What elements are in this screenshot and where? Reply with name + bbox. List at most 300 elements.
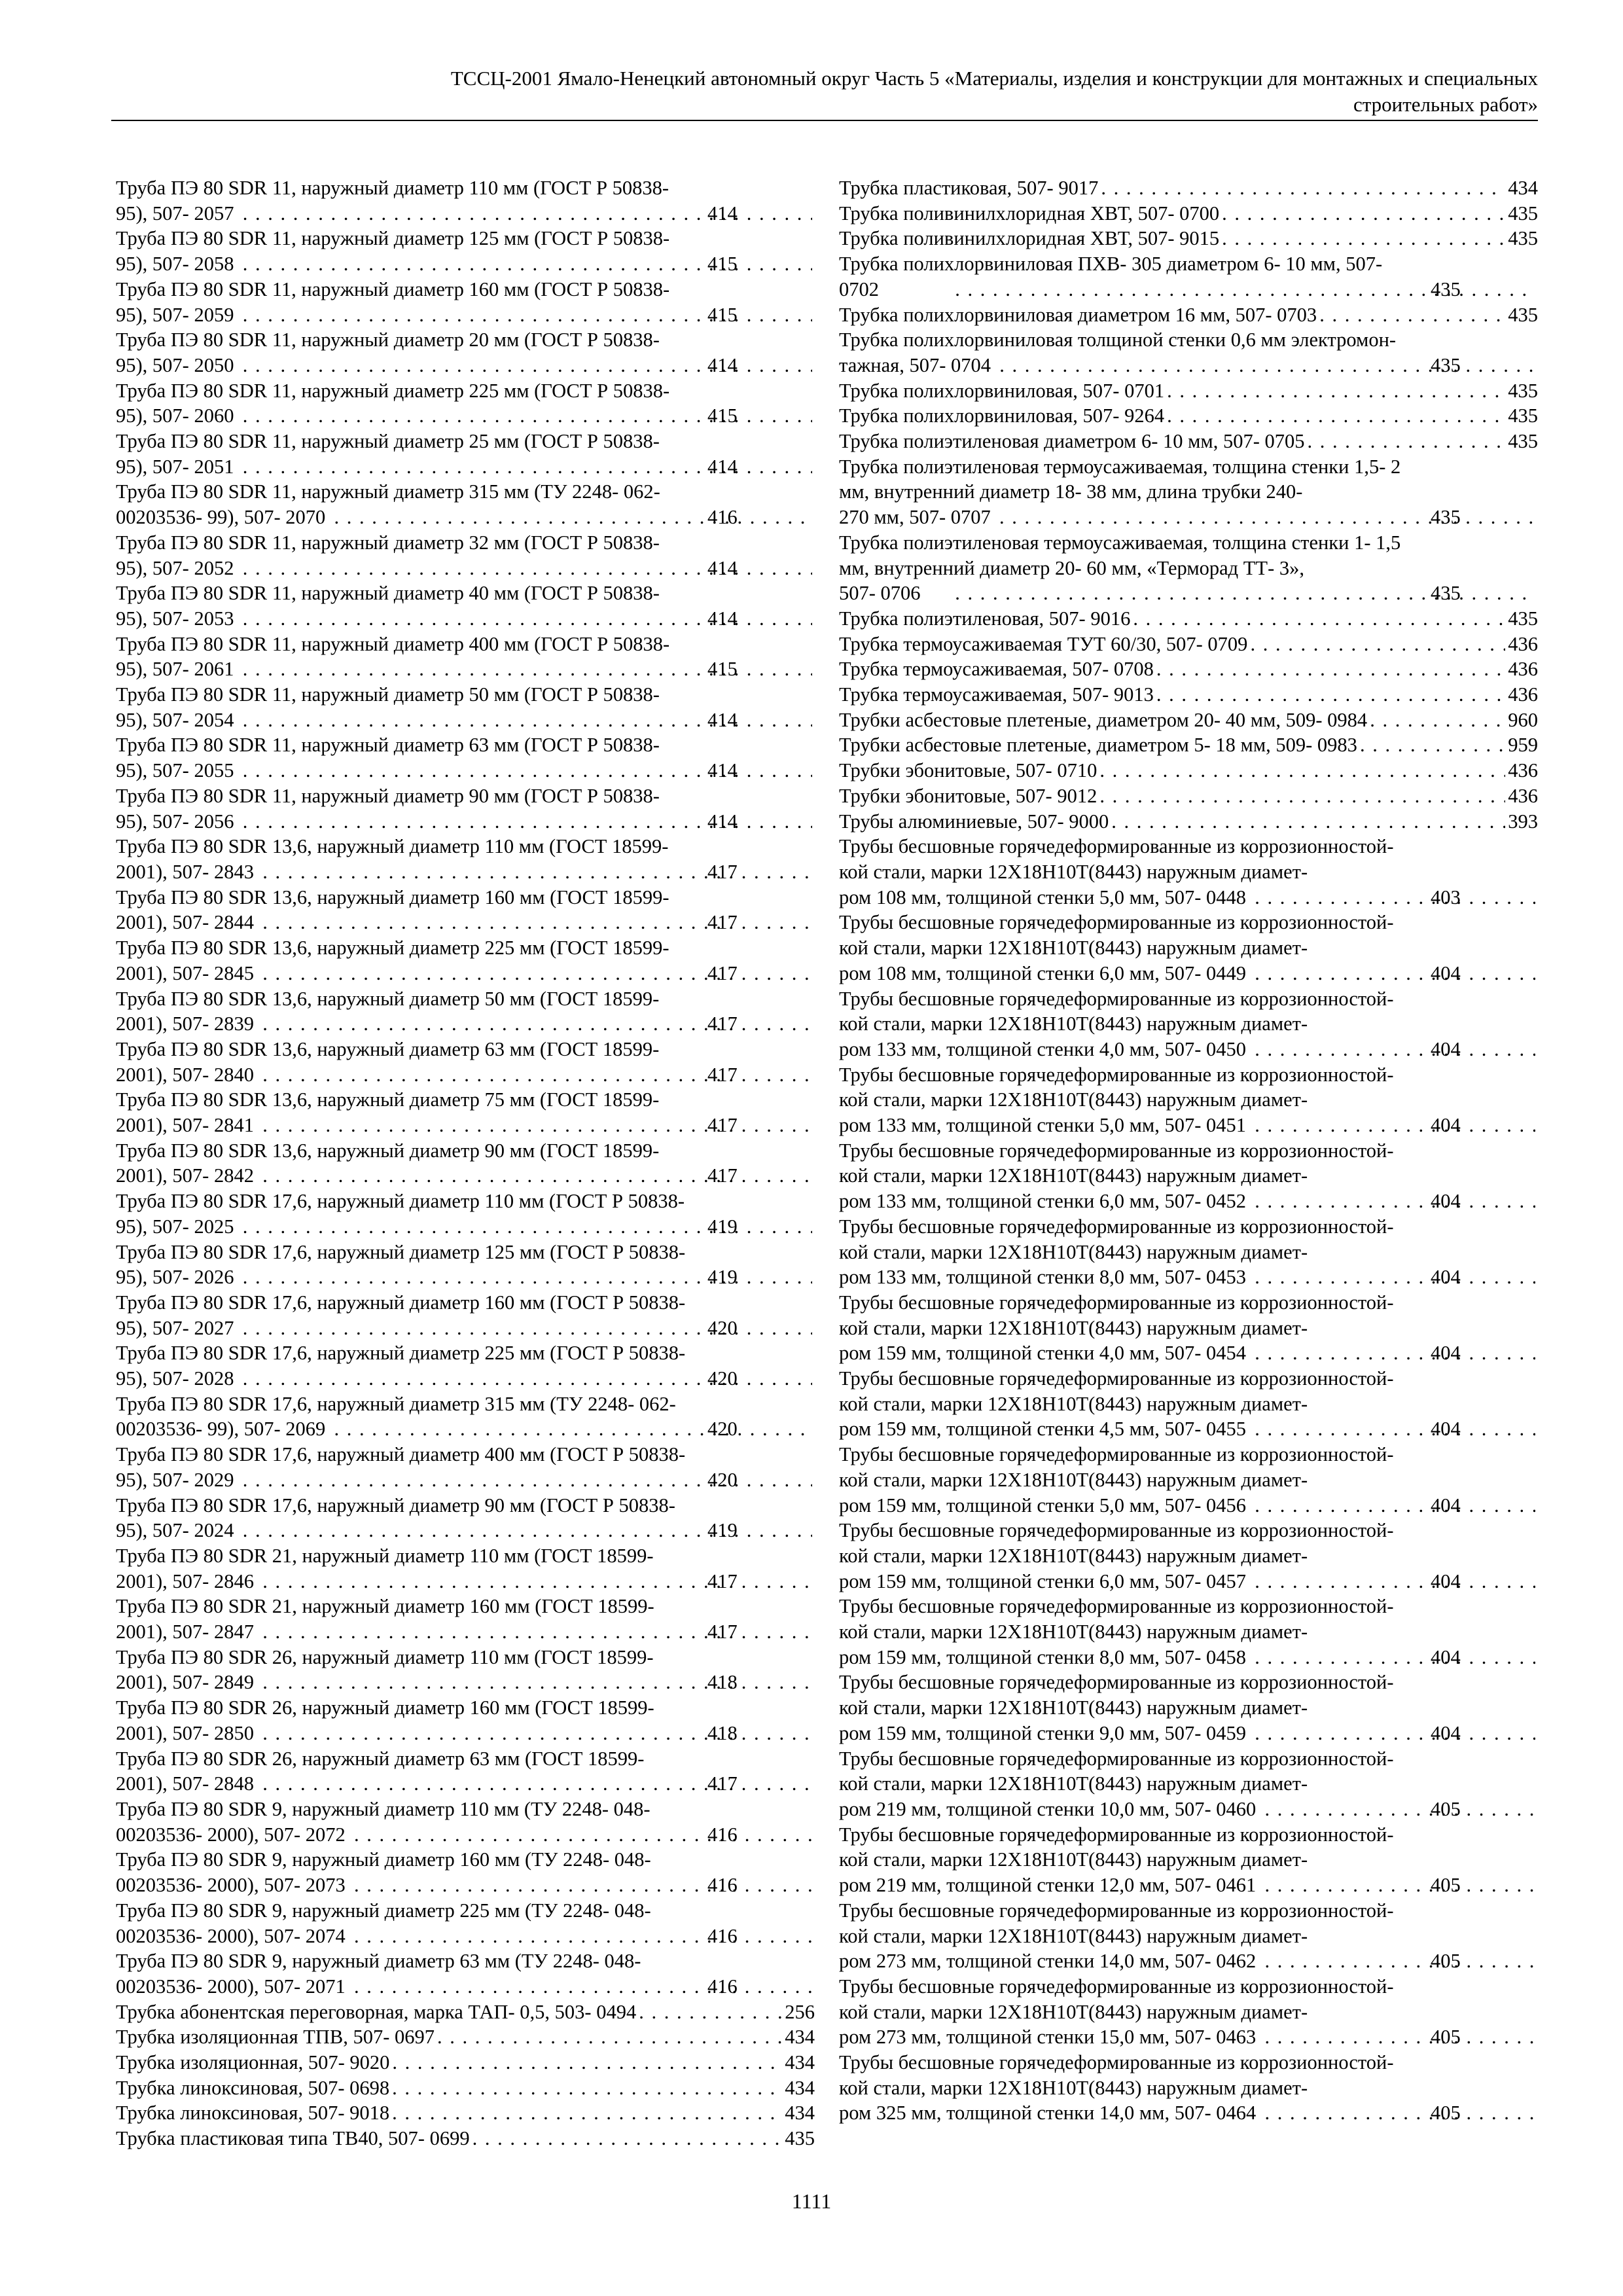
entry-text-line: Трубы бесшовные горячедеформированные из коррозионностой- [839, 1823, 1394, 1846]
index-entry [116, 2075, 815, 2101]
index-entry [116, 226, 815, 276]
dot-leader [1222, 201, 1505, 226]
index-entry [116, 732, 815, 783]
dot-leader [392, 2075, 782, 2101]
entry-last-line: 2001), 507- 2850 . . . 418 [223, 1721, 815, 1746]
dot-leader [1319, 302, 1505, 328]
dot-leader [1250, 632, 1505, 657]
dot-leader [1249, 1645, 1535, 1670]
entry-last-line: ром 325 мм, толщиной стенки 14,0 мм, 507- 0464 . . . 405 [946, 2100, 1538, 2126]
index-entry [839, 403, 1538, 429]
index-entry [116, 1087, 815, 1138]
entry-text-line: Труба ПЭ 80 SDR 11, наружный диаметр 20 мм (ГОСТ Р 50838- [116, 329, 660, 351]
entry-last-line [116, 2075, 815, 2101]
entry-text-line: 270 мм, 507- 0707 [839, 506, 991, 529]
dot-leader [1249, 1189, 1535, 1214]
entry-last-line: 95), 507- 2052 . . . 414 [223, 556, 815, 581]
entry-text-line: ром 273 мм, толщиной стенки 15,0 мм, 507- 0463 [839, 2026, 1257, 2049]
index-entry [116, 1340, 815, 1391]
entry-text-line: Труба ПЭ 80 SDR 21, наружный диаметр 160 мм (ГОСТ 18599- [116, 1595, 654, 1618]
entry-text-line: Труба ПЭ 80 SDR 13,6, наружный диаметр 160 мм (ГОСТ 18599- [116, 886, 669, 908]
entry-text-line: 95), 507- 2050 [116, 353, 234, 376]
entry-text-line: Труба ПЭ 80 SDR 13,6, наружный диаметр 75 мм (ГОСТ 18599- [116, 1088, 660, 1111]
dot-leader [1249, 1340, 1535, 1366]
index-entry [116, 378, 815, 429]
entry-last-line [839, 201, 1538, 226]
entry-text-line: 2001), 507- 2843 [116, 860, 254, 883]
entry-last-line [839, 732, 1538, 758]
entry-text-line: 2001), 507- 2849 [116, 1671, 254, 1694]
entry-text-line: Труба ПЭ 80 SDR 17,6, наружный диаметр 400 мм (ГОСТ Р 50838- [116, 1443, 686, 1466]
dot-leader [1249, 1721, 1535, 1746]
entry-last-line [839, 809, 1538, 834]
index-entry [839, 682, 1538, 708]
entry-text-line: Трубки асбестовые плетеные, диаметром 5- 18 мм, 509- 0983 [839, 734, 1357, 757]
entry-page-number: 436 [1508, 683, 1538, 706]
index-entry [116, 1847, 815, 1897]
entry-text-line: Труба ПЭ 80 SDR 21, наружный диаметр 110 мм (ГОСТ 18599- [116, 1544, 654, 1567]
dot-leader [1258, 1948, 1535, 1974]
entry-text-line: кой стали, марки 12Х18Н10Т(8443) наружным диамет- [839, 1621, 1308, 1643]
entry-text-line: Труба ПЭ 80 SDR 26, наружный диаметр 63 мм (ГОСТ 18599- [116, 1747, 645, 1770]
dot-leader [348, 1873, 812, 1898]
entry-text-line: Труба ПЭ 80 SDR 17,6, наружный диаметр 315 мм (ТУ 2248- 062- [116, 1392, 676, 1415]
dot-leader [1167, 403, 1505, 429]
entry-last-line: 00203536- 2000), 507- 2073 . . . 416 [223, 1873, 815, 1898]
entry-text-line: Трубка полихлорвиниловая, 507- 0701 [839, 379, 1165, 402]
entry-page-number: 435 [1508, 607, 1538, 630]
dot-leader [1249, 1037, 1535, 1062]
index-entry [116, 1189, 815, 1239]
entry-last-line [116, 2024, 815, 2050]
entry-text-line: ром 133 мм, толщиной стенки 4,0 мм, 507- 0450 [839, 1037, 1247, 1060]
index-entry [116, 1797, 815, 1847]
dot-leader [1360, 732, 1505, 758]
entry-text-line: Трубка линоксиновая, 507- 0698 [116, 2076, 390, 2099]
entry-text-line: Труба ПЭ 80 SDR 11, наружный диаметр 63 мм (ГОСТ Р 50838- [116, 734, 660, 757]
entry-text-line: 95), 507- 2058 [116, 253, 234, 276]
entry-text-line: кой стали, марки 12Х18Н10Т(8443) наружным диамет- [839, 1468, 1308, 1491]
dot-leader [1258, 2100, 1535, 2126]
entry-last-line: ром 133 мм, толщиной стенки 8,0 мм, 507- 0453 . . . 404 [946, 1265, 1538, 1290]
entry-text-line: Трубы бесшовные горячедеформированные из коррозионностой- [839, 1747, 1394, 1770]
dot-leader [348, 1822, 812, 1848]
dot-leader [1156, 682, 1505, 708]
dot-leader [1370, 708, 1505, 733]
entry-text-line: Труба ПЭ 80 SDR 9, наружный диаметр 110 мм (ТУ 2248- 048- [116, 1798, 651, 1820]
entry-text-line: Труба ПЭ 80 SDR 11, наружный диаметр 40 мм (ГОСТ Р 50838- [116, 582, 660, 605]
index-entry [839, 302, 1538, 328]
entry-text-line: 00203536- 2000), 507- 2072 [116, 1823, 346, 1846]
entry-text-line: Трубка полихлорвиниловая ПХВ- 305 диаметром 6- 10 мм, 507- [839, 253, 1383, 276]
dot-leader [1111, 809, 1505, 834]
entry-last-line: 2001), 507- 2849 . . . 418 [223, 1670, 815, 1695]
index-entry [839, 454, 1538, 530]
index-entry [839, 732, 1538, 758]
entry-text-line: Трубка полихлорвиниловая толщиной стенки 0,6 мм электромон- [839, 329, 1397, 351]
dot-leader [1167, 378, 1505, 404]
entry-text-line: Трубка изоляционная, 507- 9020 [116, 2051, 390, 2074]
entry-last-line: 00203536- 2000), 507- 2072 . . . 416 [223, 1822, 815, 1848]
entry-text-line: 2001), 507- 2850 [116, 1721, 254, 1744]
index-entry [839, 1898, 1538, 1974]
entry-last-line: 2001), 507- 2842 . . . 417 [223, 1163, 815, 1189]
entry-text-line: 2001), 507- 2848 [116, 1772, 254, 1795]
entry-text-line: Трубы бесшовные горячедеформированные из коррозионностой- [839, 1671, 1394, 1694]
index-entry [116, 1037, 815, 1087]
entry-text-line: ром 159 мм, толщиной стенки 6,0 мм, 507- 0457 [839, 1570, 1247, 1592]
entry-last-line [839, 708, 1538, 733]
entry-text-line: ром 159 мм, толщиной стенки 4,0 мм, 507- 0454 [839, 1342, 1247, 1365]
entry-last-line [839, 632, 1538, 657]
entry-text-line: кой стали, марки 12Х18Н10Т(8443) наружным диамет- [839, 1544, 1308, 1567]
entry-last-line: 00203536- 99), 507- 2069 . . . 420 [223, 1416, 815, 1442]
entry-text-line: Трубы бесшовные горячедеформированные из коррозионностой- [839, 1443, 1394, 1466]
dot-leader [1258, 1873, 1535, 1898]
entry-last-line: 95), 507- 2024 . . . 419 [223, 1518, 815, 1543]
index-entry [839, 251, 1538, 302]
entry-text-line: Труба ПЭ 80 SDR 17,6, наружный диаметр 90 мм (ГОСТ Р 50838- [116, 1494, 675, 1516]
entry-text-line: Труба ПЭ 80 SDR 11, наружный диаметр 160 мм (ГОСТ Р 50838- [116, 278, 670, 300]
entry-text-line: 95), 507- 2029 [116, 1468, 234, 1491]
index-entry [116, 986, 815, 1037]
dot-leader [1258, 2024, 1535, 2050]
entry-last-line [839, 606, 1538, 632]
entry-last-line [839, 758, 1538, 783]
entry-text-line: Труба ПЭ 80 SDR 11, наружный диаметр 110 мм (ГОСТ Р 50838- [116, 177, 669, 199]
entry-text-line: Труба ПЭ 80 SDR 17,6, наружный диаметр 225 мм (ГОСТ Р 50838- [116, 1342, 686, 1365]
entry-last-line: 95), 507- 2061 . . . 415 [223, 656, 815, 682]
entry-last-line: ром 133 мм, толщиной стенки 5,0 мм, 507- 0451 . . . 404 [946, 1113, 1538, 1138]
index-entry [839, 1290, 1538, 1366]
entry-last-line: 2001), 507- 2839 . . . 417 [223, 1011, 815, 1037]
dot-leader [1099, 783, 1505, 809]
entry-text-line: 2001), 507- 2845 [116, 961, 254, 984]
index-entry [839, 758, 1538, 783]
entry-text-line: Труба ПЭ 80 SDR 17,6, наружный диаметр 110 мм (ГОСТ Р 50838- [116, 1190, 685, 1213]
entry-text-line: кой стали, марки 12Х18Н10Т(8443) наружным диамет- [839, 2076, 1308, 2099]
entry-page-number: 435 [1508, 404, 1538, 427]
entry-page-number: 435 [1508, 227, 1538, 250]
entry-last-line: ром 219 мм, толщиной стенки 10,0 мм, 507- 0460 . . . 405 [946, 1797, 1538, 1822]
index-entry [839, 1138, 1538, 1214]
entry-last-line: ром 273 мм, толщиной стенки 15,0 мм, 507- 0463 . . . 405 [946, 2024, 1538, 2050]
dot-leader [348, 1974, 812, 2000]
entry-last-line [116, 2000, 815, 2025]
entry-text-line: Трубки асбестовые плетеные, диаметром 20- 40 мм, 509- 0984 [839, 708, 1368, 731]
dot-leader [1307, 429, 1505, 454]
entry-last-line: 2001), 507- 2848 . . . 417 [223, 1771, 815, 1797]
entry-last-line: 2001), 507- 2841 . . . 417 [223, 1113, 815, 1138]
entry-text-line: ром 273 мм, толщиной стенки 14,0 мм, 507- 0462 [839, 1950, 1257, 1973]
entry-text-line: Трубка линоксиновая, 507- 9018 [116, 2102, 390, 2125]
entry-text-line: 95), 507- 2054 [116, 708, 234, 731]
entry-text-line: Трубы бесшовные горячедеформированные из коррозионностой- [839, 835, 1394, 858]
entry-text-line: Трубка полихлорвиниловая, 507- 9264 [839, 404, 1165, 427]
entry-text-line: Трубка пластиковая типа ТВ40, 507- 0699 [116, 2127, 470, 2150]
dot-leader [437, 2024, 782, 2050]
index-entry [116, 1442, 815, 1492]
entry-text-line: Трубы бесшовные горячедеформированные из коррозионностой- [839, 1139, 1394, 1162]
entry-text-line: Труба ПЭ 80 SDR 11, наружный диаметр 400 мм (ГОСТ Р 50838- [116, 632, 670, 655]
entry-page-number: 434 [785, 2051, 815, 2074]
entry-text-line: Трубка термоусаживаемая, 507- 0708 [839, 658, 1154, 681]
entry-page-number: 393 [1508, 810, 1538, 833]
entry-text-line: 95), 507- 2026 [116, 1266, 234, 1289]
entry-text-line: Трубка абонентская переговорная, марка ТАП- 0,5, 503- 0494 [116, 2000, 637, 2023]
entry-text-line: 2001), 507- 2839 [116, 1013, 254, 1035]
entry-last-line [839, 656, 1538, 682]
entry-last-line: ром 159 мм, толщиной стенки 8,0 мм, 507- 0458 . . . 404 [946, 1645, 1538, 1670]
index-entry [116, 682, 815, 732]
dot-leader [1156, 656, 1505, 682]
entry-page-number: 959 [1508, 734, 1538, 757]
dot-leader [639, 2000, 782, 2025]
entry-text-line: Трубы алюминиевые, 507- 9000 [839, 810, 1109, 833]
entry-text-line: Трубы бесшовные горячедеформированные из коррозионностой- [839, 1595, 1394, 1618]
index-entry [116, 1948, 815, 1999]
entry-last-line: ром 108 мм, толщиной стенки 5,0 мм, 507- 0448 . . . 403 [946, 885, 1538, 910]
index-entry [116, 479, 815, 529]
entry-last-line: 2001), 507- 2845 . . . 417 [223, 961, 815, 986]
entry-text-line: Трубка полиэтиленовая диаметром 6- 10 мм, 507- 0705 [839, 430, 1305, 453]
dot-leader [1249, 1265, 1535, 1290]
index-column-right [839, 175, 1538, 2126]
index-entry [116, 1543, 815, 1594]
entry-text-line: Труба ПЭ 80 SDR 11, наружный диаметр 90 мм (ГОСТ Р 50838- [116, 784, 660, 807]
entry-text-line: 2001), 507- 2846 [116, 1570, 254, 1592]
entry-last-line: 95), 507- 2025 . . . 419 [223, 1214, 815, 1240]
entry-text-line: кой стали, марки 12Х18Н10Т(8443) наружным диамет- [839, 937, 1308, 960]
entry-last-line: 95), 507- 2054 . . . 414 [223, 708, 815, 733]
entry-last-line: 95), 507- 2057 . . . 414 [223, 201, 815, 226]
entry-last-line: 95), 507- 2055 . . . 414 [223, 758, 815, 783]
entry-text-line: 95), 507- 2057 [116, 202, 234, 224]
entry-text-line: 00203536- 99), 507- 2069 [116, 1418, 326, 1441]
entry-text-line: ром 219 мм, толщиной стенки 12,0 мм, 507- 0461 [839, 1874, 1257, 1897]
index-entry [839, 429, 1538, 454]
entry-last-line: 2001), 507- 2847 . . . 417 [223, 1619, 815, 1645]
entry-last-line [116, 2050, 815, 2075]
index-entry [116, 277, 815, 327]
dot-leader [392, 2100, 782, 2126]
entry-text-line: Трубы бесшовные горячедеформированные из коррозионностой- [839, 1063, 1394, 1086]
entry-text-line: тажная, 507- 0704 [839, 353, 991, 376]
entry-text-line: Труба ПЭ 80 SDR 11, наружный диаметр 225 мм (ГОСТ Р 50838- [116, 379, 670, 402]
entry-text-line: Трубка термоусаживаемая, 507- 9013 [839, 683, 1154, 706]
entry-last-line: 95), 507- 2060 . . . 415 [223, 403, 815, 429]
entry-page-number: 435 [1508, 379, 1538, 402]
index-entry [116, 1138, 815, 1189]
entry-last-line: 00203536- 2000), 507- 2071 . . . 416 [223, 1974, 815, 2000]
entry-text-line: Трубка полиэтиленовая, 507- 9016 [839, 607, 1131, 630]
entry-last-line: 2001), 507- 2843 . . . 417 [223, 859, 815, 885]
index-entry [839, 1746, 1538, 1822]
entry-page-number: 435 [1508, 202, 1538, 224]
index-entry [116, 1493, 815, 1543]
entry-last-line: 2001), 507- 2846 . . . 417 [223, 1569, 815, 1594]
entry-last-line: 95), 507- 2051 . . . 414 [223, 454, 815, 480]
entry-text-line: Труба ПЭ 80 SDR 13,6, наружный диаметр 225 мм (ГОСТ 18599- [116, 937, 669, 960]
entry-text-line: ром 219 мм, толщиной стенки 10,0 мм, 507- 0460 [839, 1798, 1257, 1820]
entry-text-line: кой стали, марки 12Х18Н10Т(8443) наружным диамет- [839, 1240, 1308, 1263]
index-entry [116, 530, 815, 581]
entry-text-line: Трубы бесшовные горячедеформированные из коррозионностой- [839, 1519, 1394, 1542]
entry-page-number: 435 [785, 2127, 815, 2150]
entry-last-line: ром 219 мм, толщиной стенки 12,0 мм, 507- 0461 . . . 405 [946, 1873, 1538, 1898]
entry-text-line: Трубка поливинилхлоридная ХВТ, 507- 0700 [839, 202, 1220, 224]
index-entry [116, 935, 815, 986]
index-entry [839, 1670, 1538, 1746]
entry-text-line: Труба ПЭ 80 SDR 11, наружный диаметр 50 мм (ГОСТ Р 50838- [116, 683, 660, 706]
index-entry [839, 809, 1538, 834]
index-entry [116, 1240, 815, 1290]
dot-leader [328, 505, 812, 530]
entry-text-line: 95), 507- 2025 [116, 1215, 234, 1238]
entry-text-line: Трубка полиэтиленовая термоусаживаемая, толщина стенки 1,5- 2 [839, 455, 1401, 478]
entry-page-number: 435 [1508, 303, 1538, 326]
entry-text-line: 2001), 507- 2842 [116, 1164, 254, 1187]
entry-page-number: 436 [1508, 759, 1538, 782]
entry-text-line: Трубка пластиковая, 507- 9017 [839, 177, 1099, 199]
entry-last-line: 95), 507- 2026 . . . 419 [223, 1265, 815, 1290]
index-entry [839, 1062, 1538, 1138]
entry-page-number: 434 [785, 2076, 815, 2099]
entry-page-number: 960 [1508, 708, 1538, 731]
page-header [111, 65, 1538, 118]
index-entry [839, 606, 1538, 632]
entry-text-line: Труба ПЭ 80 SDR 13,6, наружный диаметр 50 мм (ГОСТ 18599- [116, 987, 660, 1010]
index-entry [116, 1898, 815, 1948]
entry-text-line: 00203536- 2000), 507- 2071 [116, 1975, 346, 1998]
entry-text-line: 00203536- 2000), 507- 2073 [116, 1874, 346, 1897]
entry-text-line: Трубка полиэтиленовая термоусаживаемая, толщина стенки 1- 1,5 [839, 531, 1401, 554]
entry-text-line: Трубы бесшовные горячедеформированные из коррозионностой- [839, 1367, 1394, 1390]
entry-text-line: Трубки эбонитовые, 507- 0710 [839, 759, 1097, 782]
index-entry [839, 327, 1538, 378]
index-entry [116, 1594, 815, 1644]
entry-text-line: Трубки эбонитовые, 507- 9012 [839, 784, 1097, 807]
entry-page-number: 256 [785, 2000, 815, 2023]
entry-text-line: Труба ПЭ 80 SDR 9, наружный диаметр 160 мм (ТУ 2248- 048- [116, 1848, 651, 1871]
index-entry [839, 834, 1538, 910]
index-entry [116, 783, 815, 834]
entry-last-line: 95), 507- 2059 . . . 415 [223, 302, 815, 328]
entry-text-line: Трубы бесшовные горячедеформированные из коррозионностой- [839, 1975, 1394, 1998]
entry-text-line: мм, внутренний диаметр 20- 60 мм, «Терморад ТТ- 3», [839, 556, 1304, 579]
entry-last-line [116, 2100, 815, 2126]
entry-text-line: ром 133 мм, толщиной стенки 8,0 мм, 507- 0453 [839, 1266, 1247, 1289]
index-entry [116, 1746, 815, 1797]
dot-leader [348, 1924, 812, 1949]
entry-text-line: Труба ПЭ 80 SDR 9, наружный диаметр 63 мм (ТУ 2248- 048- [116, 1950, 641, 1973]
index-entry [116, 2000, 815, 2025]
dot-leader [1249, 885, 1535, 910]
entry-text-line: ром 108 мм, толщиной стенки 6,0 мм, 507- 0449 [839, 961, 1247, 984]
entry-last-line: 95), 507- 2028 . . . 420 [223, 1366, 815, 1391]
entry-text-line: 95), 507- 2061 [116, 658, 234, 681]
entry-text-line: 95), 507- 2028 [116, 1367, 234, 1390]
entry-last-line: 2001), 507- 2840 . . . 417 [223, 1062, 815, 1088]
entry-text-line: 95), 507- 2052 [116, 556, 234, 579]
entry-last-line: 00203536- 99), 507- 2070 . . . 416 [223, 505, 815, 530]
entry-text-line: 2001), 507- 2844 [116, 911, 254, 934]
header-line-1: ТССЦ-2001 Ямало-Ненецкий автономный округ Часть 5 «Материалы, изделия и конструкции для монтажных и специальных [450, 67, 1538, 90]
entry-text-line: кой стали, марки 12Х18Н10Т(8443) наружным диамет- [839, 1164, 1308, 1187]
entry-text-line: Труба ПЭ 80 SDR 13,6, наружный диаметр 110 мм (ГОСТ 18599- [116, 835, 669, 858]
entry-text-line: ром 159 мм, толщиной стенки 4,5 мм, 507- 0455 [839, 1418, 1247, 1441]
entry-text-line: кой стали, марки 12Х18Н10Т(8443) наружным диамет- [839, 1392, 1308, 1415]
index-entry [839, 1822, 1538, 1898]
entry-text-line: 95), 507- 2059 [116, 303, 234, 326]
index-entry [116, 834, 815, 884]
entry-last-line: ром 108 мм, толщиной стенки 6,0 мм, 507- 0449 . . . 404 [946, 961, 1538, 986]
entry-last-line: ром 273 мм, толщиной стенки 14,0 мм, 507- 0462 . . . 405 [946, 1948, 1538, 1974]
entry-text-line: Труба ПЭ 80 SDR 17,6, наружный диаметр 125 мм (ГОСТ Р 50838- [116, 1240, 686, 1263]
entry-text-line: ром 108 мм, толщиной стенки 5,0 мм, 507- 0448 [839, 886, 1247, 908]
index-entry [116, 885, 815, 935]
entry-text-line: кой стали, марки 12Х18Н10Т(8443) наружным диамет- [839, 1772, 1308, 1795]
dot-leader [1222, 226, 1505, 251]
index-entry [839, 708, 1538, 733]
entry-last-line: 00203536- 2000), 507- 2074 . . . 416 [223, 1924, 815, 1949]
entry-page-number: 434 [1508, 177, 1538, 199]
entry-last-line: ром 159 мм, толщиной стенки 4,5 мм, 507- 0455 . . . 404 [946, 1416, 1538, 1442]
dot-leader [1258, 1797, 1535, 1822]
index-entry [116, 2126, 815, 2151]
entry-text-line: 95), 507- 2053 [116, 607, 234, 630]
index-entry [116, 2024, 815, 2050]
entry-text-line: кой стали, марки 12Х18Н10Т(8443) наружным диамет- [839, 1088, 1308, 1111]
index-entry [839, 783, 1538, 809]
entry-text-line: 2001), 507- 2840 [116, 1063, 254, 1086]
entry-last-line: 507- 0706 . . . 435 [946, 581, 1538, 606]
index-entry [839, 656, 1538, 682]
entry-text-line: Труба ПЭ 80 SDR 11, наружный диаметр 32 мм (ГОСТ Р 50838- [116, 531, 660, 554]
index-entry [116, 327, 815, 378]
index-entry [116, 581, 815, 631]
index-entry [839, 2050, 1538, 2126]
entry-last-line: ром 159 мм, толщиной стенки 5,0 мм, 507- 0456 . . . 404 [946, 1493, 1538, 1518]
index-entry [839, 530, 1538, 606]
entry-text-line: Трубы бесшовные горячедеформированные из коррозионностой- [839, 987, 1394, 1010]
index-entry [839, 1366, 1538, 1442]
entry-text-line: 95), 507- 2024 [116, 1519, 234, 1542]
header-line-2: строительных работ» [1353, 93, 1538, 116]
index-entry [116, 632, 815, 682]
index-entry [116, 1391, 815, 1442]
entry-page-number: 435 [1508, 430, 1538, 453]
index-entry [116, 2050, 815, 2075]
entry-text-line: Труба ПЭ 80 SDR 11, наружный диаметр 25 мм (ГОСТ Р 50838- [116, 430, 660, 453]
entry-text-line: 95), 507- 2051 [116, 455, 234, 478]
dot-leader [1249, 961, 1535, 986]
entry-last-line: 95), 507- 2053 . . . 414 [223, 606, 815, 632]
index-entry [839, 175, 1538, 201]
page-number: 1111 [791, 2189, 832, 2213]
entry-last-line: тажная, 507- 0704 . . . 435 [946, 353, 1538, 378]
index-entry [116, 1290, 815, 1340]
entry-text-line: 00203536- 2000), 507- 2074 [116, 1924, 346, 1947]
entry-last-line: ром 159 мм, толщиной стенки 4,0 мм, 507- 0454 . . . 404 [946, 1340, 1538, 1366]
entry-text-line: кой стали, марки 12Х18Н10Т(8443) наружным диамет- [839, 860, 1308, 883]
entry-text-line: Труба ПЭ 80 SDR 11, наружный диаметр 315 мм (ТУ 2248- 062- [116, 480, 660, 503]
dot-leader [1249, 1569, 1535, 1594]
entry-last-line [839, 175, 1538, 201]
index-entry [116, 175, 815, 226]
entry-text-line: Трубы бесшовные горячедеформированные из коррозионностой- [839, 911, 1394, 934]
entry-text-line: Труба ПЭ 80 SDR 17,6, наружный диаметр 160 мм (ГОСТ Р 50838- [116, 1291, 686, 1314]
